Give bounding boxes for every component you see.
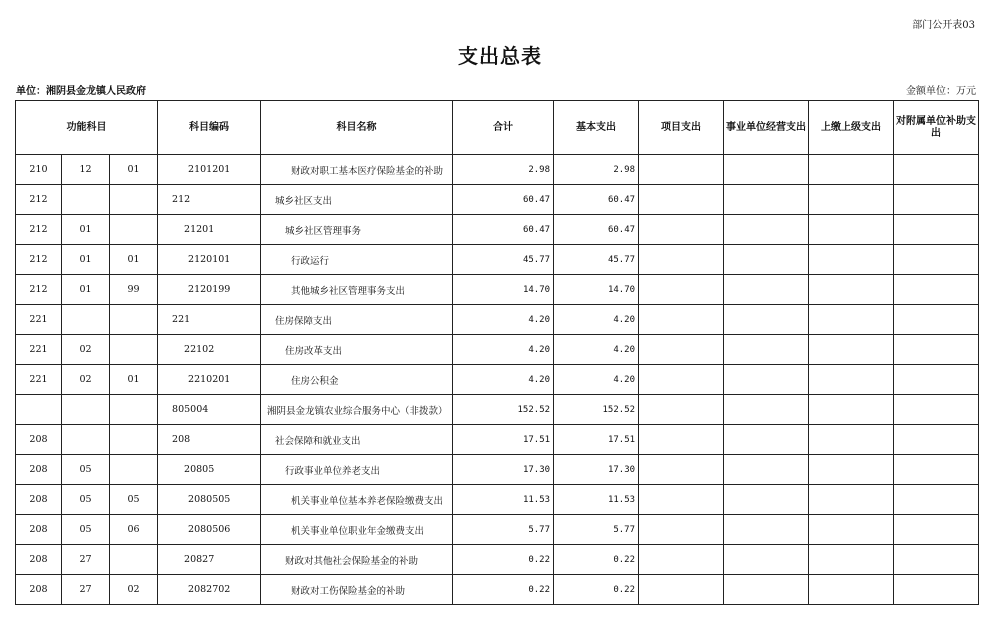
cell-section — [110, 455, 158, 485]
cell-class: 212 — [16, 245, 62, 275]
cell-class: 221 — [16, 335, 62, 365]
cell-class: 208 — [16, 485, 62, 515]
cell-class: 212 — [16, 215, 62, 245]
amount-unit-label: 金额单位：万元 — [906, 86, 976, 97]
table-row — [16, 545, 979, 575]
page-title: 支出总表 — [458, 44, 542, 68]
cell-class: 208 — [16, 425, 62, 455]
cell-project-expense — [639, 215, 724, 245]
cell-basic-expense: 0.22 — [554, 545, 639, 575]
cell-section: 01 — [110, 365, 158, 395]
unit-row — [16, 82, 976, 96]
cell-subsidy-subordinate — [894, 485, 979, 515]
cell-total: 0.22 — [453, 575, 554, 605]
cell-basic-expense: 0.22 — [554, 575, 639, 605]
cell-project-expense — [639, 575, 724, 605]
cell-class: 210 — [16, 155, 62, 185]
cell-project-expense — [639, 185, 724, 215]
cell-item: 05 — [62, 485, 110, 515]
table-row — [16, 215, 979, 245]
cell-business-expense — [724, 575, 809, 605]
table-row — [16, 185, 979, 215]
cell-upper-payment — [809, 155, 894, 185]
table-row — [16, 245, 979, 275]
cell-subject-code: 2120199 — [158, 275, 261, 305]
cell-business-expense — [724, 425, 809, 455]
cell-item: 01 — [62, 245, 110, 275]
cell-basic-expense: 4.20 — [554, 335, 639, 365]
cell-subject-name: 住房改革支出 — [261, 335, 453, 365]
cell-section — [110, 425, 158, 455]
cell-total: 4.20 — [453, 305, 554, 335]
cell-section — [110, 185, 158, 215]
cell-project-expense — [639, 335, 724, 365]
cell-total: 17.51 — [453, 425, 554, 455]
cell-section — [110, 305, 158, 335]
cell-basic-expense: 4.20 — [554, 365, 639, 395]
cell-subject-name: 城乡社区支出 — [261, 185, 453, 215]
cell-section — [110, 395, 158, 425]
cell-class: 212 — [16, 275, 62, 305]
cell-item: 05 — [62, 515, 110, 545]
cell-section — [110, 335, 158, 365]
cell-subject-code: 22102 — [158, 335, 261, 365]
cell-project-expense — [639, 425, 724, 455]
cell-item: 01 — [62, 275, 110, 305]
cell-basic-expense: 17.30 — [554, 455, 639, 485]
cell-basic-expense: 5.77 — [554, 515, 639, 545]
cell-subject-name: 行政事业单位养老支出 — [261, 455, 453, 485]
header-subject-code: 科目编码 — [158, 101, 261, 155]
cell-subject-code: 212 — [158, 185, 261, 215]
cell-business-expense — [724, 335, 809, 365]
cell-item: 27 — [62, 545, 110, 575]
table-header-row — [16, 101, 979, 155]
table-row — [16, 425, 979, 455]
table-row — [16, 485, 979, 515]
cell-upper-payment — [809, 485, 894, 515]
cell-section — [110, 545, 158, 575]
header-upper-payment: 上缴上级支出 — [809, 101, 894, 155]
cell-total: 5.77 — [453, 515, 554, 545]
cell-total: 11.53 — [453, 485, 554, 515]
cell-upper-payment — [809, 245, 894, 275]
header-subject-name: 科目名称 — [261, 101, 453, 155]
cell-subject-code: 2080506 — [158, 515, 261, 545]
cell-basic-expense: 2.98 — [554, 155, 639, 185]
cell-section: 99 — [110, 275, 158, 305]
cell-upper-payment — [809, 515, 894, 545]
cell-basic-expense: 14.70 — [554, 275, 639, 305]
cell-subject-code: 221 — [158, 305, 261, 335]
cell-subject-name: 机关事业单位职业年金缴费支出 — [261, 515, 453, 545]
cell-subsidy-subordinate — [894, 545, 979, 575]
cell-subsidy-subordinate — [894, 305, 979, 335]
table-row — [16, 395, 979, 425]
unit-label: 单位：湘阴县金龙镇人民政府 — [16, 86, 146, 97]
cell-basic-expense: 11.53 — [554, 485, 639, 515]
cell-subject-code: 20805 — [158, 455, 261, 485]
cell-item: 02 — [62, 365, 110, 395]
cell-basic-expense: 4.20 — [554, 305, 639, 335]
cell-business-expense — [724, 455, 809, 485]
cell-total: 60.47 — [453, 185, 554, 215]
header-basic-expense: 基本支出 — [554, 101, 639, 155]
table-row — [16, 275, 979, 305]
cell-business-expense — [724, 275, 809, 305]
cell-basic-expense: 45.77 — [554, 245, 639, 275]
cell-total: 2.98 — [453, 155, 554, 185]
cell-upper-payment — [809, 365, 894, 395]
table-row — [16, 335, 979, 365]
table-row — [16, 455, 979, 485]
cell-basic-expense: 17.51 — [554, 425, 639, 455]
cell-upper-payment — [809, 575, 894, 605]
cell-basic-expense: 152.52 — [554, 395, 639, 425]
cell-upper-payment — [809, 545, 894, 575]
cell-item: 01 — [62, 215, 110, 245]
table-row — [16, 575, 979, 605]
cell-upper-payment — [809, 455, 894, 485]
cell-upper-payment — [809, 305, 894, 335]
cell-subsidy-subordinate — [894, 185, 979, 215]
cell-project-expense — [639, 305, 724, 335]
cell-upper-payment — [809, 425, 894, 455]
cell-upper-payment — [809, 185, 894, 215]
cell-business-expense — [724, 305, 809, 335]
cell-section: 02 — [110, 575, 158, 605]
form-code: 部门公开表03 — [912, 20, 975, 31]
cell-upper-payment — [809, 395, 894, 425]
cell-subsidy-subordinate — [894, 155, 979, 185]
cell-subject-name: 住房公积金 — [261, 365, 453, 395]
cell-class: 212 — [16, 185, 62, 215]
cell-subject-code: 805004 — [158, 395, 261, 425]
cell-item — [62, 185, 110, 215]
cell-item: 05 — [62, 455, 110, 485]
table-row — [16, 305, 979, 335]
cell-section: 06 — [110, 515, 158, 545]
header-total: 合计 — [453, 101, 554, 155]
expenditure-table — [15, 100, 979, 605]
cell-business-expense — [724, 515, 809, 545]
cell-project-expense — [639, 395, 724, 425]
cell-business-expense — [724, 485, 809, 515]
cell-class: 208 — [16, 575, 62, 605]
cell-upper-payment — [809, 215, 894, 245]
cell-business-expense — [724, 545, 809, 575]
cell-subsidy-subordinate — [894, 425, 979, 455]
cell-business-expense — [724, 155, 809, 185]
cell-subject-name: 城乡社区管理事务 — [261, 215, 453, 245]
cell-subject-name: 财政对工伤保险基金的补助 — [261, 575, 453, 605]
cell-business-expense — [724, 245, 809, 275]
cell-section: 05 — [110, 485, 158, 515]
cell-item — [62, 305, 110, 335]
cell-subject-name: 住房保障支出 — [261, 305, 453, 335]
cell-subsidy-subordinate — [894, 335, 979, 365]
header-subsidy-subordinate: 对附属单位补助支出 — [894, 101, 979, 155]
cell-subject-code: 21201 — [158, 215, 261, 245]
cell-project-expense — [639, 455, 724, 485]
cell-subject-code: 2210201 — [158, 365, 261, 395]
cell-subsidy-subordinate — [894, 215, 979, 245]
table-row — [16, 515, 979, 545]
cell-class: 221 — [16, 365, 62, 395]
cell-section: 01 — [110, 245, 158, 275]
cell-subject-code: 2082702 — [158, 575, 261, 605]
table-row — [16, 155, 979, 185]
cell-item — [62, 395, 110, 425]
cell-class: 208 — [16, 455, 62, 485]
cell-business-expense — [724, 185, 809, 215]
cell-project-expense — [639, 365, 724, 395]
cell-subject-name: 行政运行 — [261, 245, 453, 275]
cell-project-expense — [639, 275, 724, 305]
cell-total: 60.47 — [453, 215, 554, 245]
cell-project-expense — [639, 545, 724, 575]
cell-total: 17.30 — [453, 455, 554, 485]
cell-upper-payment — [809, 275, 894, 305]
cell-subject-code: 20827 — [158, 545, 261, 575]
table-body — [16, 155, 979, 605]
cell-basic-expense: 60.47 — [554, 185, 639, 215]
cell-total: 0.22 — [453, 545, 554, 575]
cell-basic-expense: 60.47 — [554, 215, 639, 245]
cell-project-expense — [639, 485, 724, 515]
table-row — [16, 365, 979, 395]
cell-subsidy-subordinate — [894, 275, 979, 305]
cell-subject-name: 财政对其他社会保险基金的补助 — [261, 545, 453, 575]
header-project-expense: 项目支出 — [639, 101, 724, 155]
cell-section — [110, 215, 158, 245]
cell-class — [16, 395, 62, 425]
cell-project-expense — [639, 515, 724, 545]
cell-total: 4.20 — [453, 335, 554, 365]
cell-subject-name: 湘阴县金龙镇农业综合服务中心（非拨款） — [261, 395, 453, 425]
cell-subject-name: 其他城乡社区管理事务支出 — [261, 275, 453, 305]
cell-section: 01 — [110, 155, 158, 185]
cell-business-expense — [724, 215, 809, 245]
cell-project-expense — [639, 155, 724, 185]
cell-subject-name: 财政对职工基本医疗保险基金的补助 — [261, 155, 453, 185]
header-business-expense: 事业单位经营支出 — [724, 101, 809, 155]
cell-total: 14.70 — [453, 275, 554, 305]
cell-item: 12 — [62, 155, 110, 185]
cell-subsidy-subordinate — [894, 365, 979, 395]
cell-total: 4.20 — [453, 365, 554, 395]
cell-business-expense — [724, 395, 809, 425]
header-function-subject: 功能科目 — [16, 101, 158, 155]
cell-total: 45.77 — [453, 245, 554, 275]
cell-total: 152.52 — [453, 395, 554, 425]
cell-subsidy-subordinate — [894, 455, 979, 485]
cell-class: 221 — [16, 305, 62, 335]
cell-subsidy-subordinate — [894, 575, 979, 605]
cell-subject-code: 2101201 — [158, 155, 261, 185]
cell-item: 27 — [62, 575, 110, 605]
cell-upper-payment — [809, 335, 894, 365]
cell-subject-name: 社会保障和就业支出 — [261, 425, 453, 455]
cell-project-expense — [639, 245, 724, 275]
cell-subject-name: 机关事业单位基本养老保险缴费支出 — [261, 485, 453, 515]
cell-item — [62, 425, 110, 455]
cell-subsidy-subordinate — [894, 515, 979, 545]
cell-business-expense — [724, 365, 809, 395]
cell-subject-code: 2120101 — [158, 245, 261, 275]
cell-item: 02 — [62, 335, 110, 365]
cell-subsidy-subordinate — [894, 245, 979, 275]
cell-subject-code: 2080505 — [158, 485, 261, 515]
cell-class: 208 — [16, 545, 62, 575]
cell-class: 208 — [16, 515, 62, 545]
cell-subject-code: 208 — [158, 425, 261, 455]
cell-subsidy-subordinate — [894, 395, 979, 425]
